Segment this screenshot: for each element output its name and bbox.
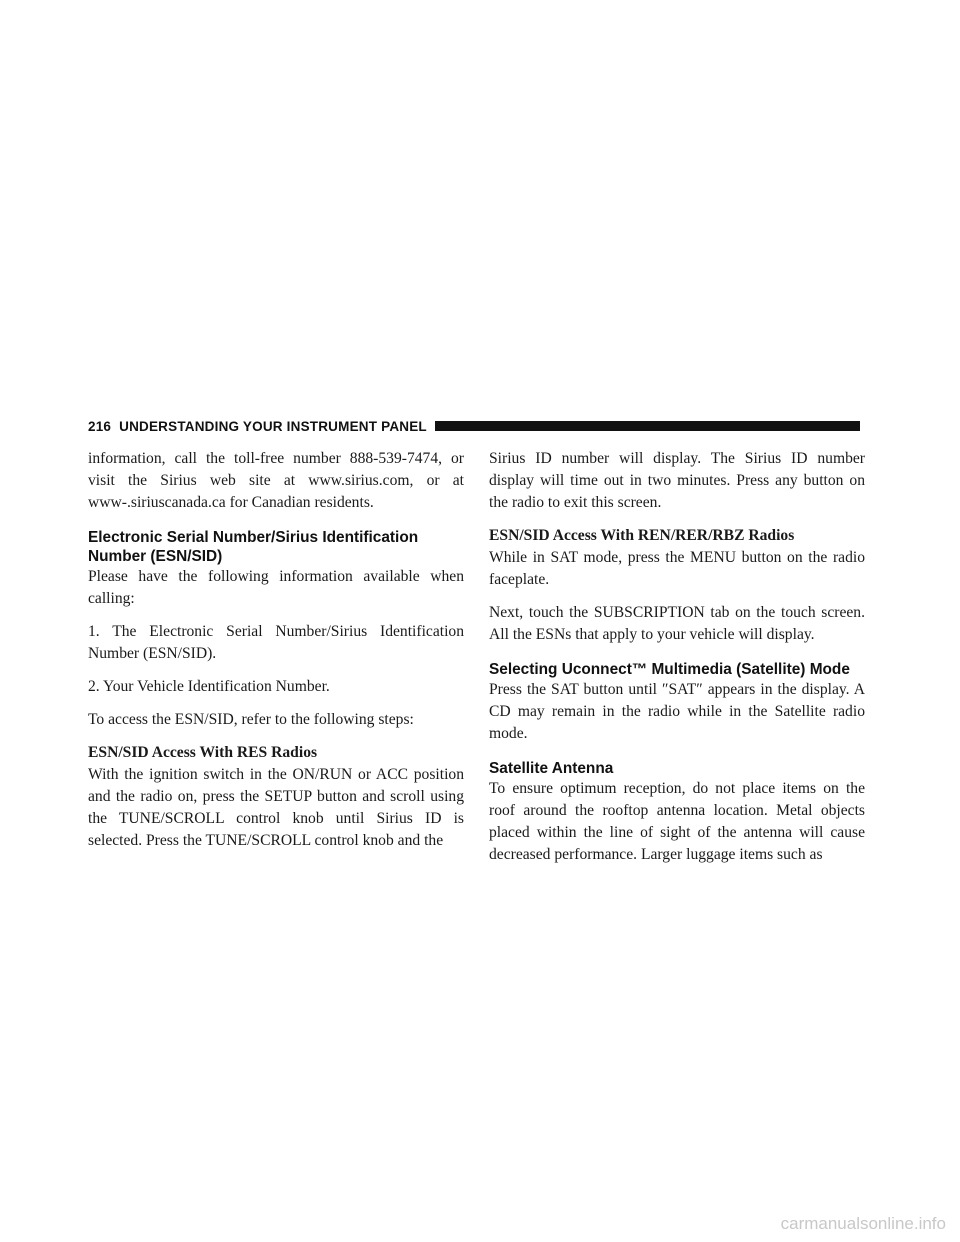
right-column <box>489 448 865 877</box>
subheading-ren-radios: ESN/SID Access With REN/RER/RBZ Radios <box>489 527 795 544</box>
paragraph: Please have the following information available when calling: <box>88 568 464 607</box>
page-header <box>88 418 860 434</box>
page-number: 216 <box>88 418 112 434</box>
heading-uconnect-mode: Selecting Uconnect™ Multimedia (Satellite) Mode <box>489 661 850 678</box>
paragraph: While in SAT mode, press the MENU button on the radio faceplate. <box>489 549 865 588</box>
section-title: UNDERSTANDING YOUR INSTRUMENT PANEL <box>119 418 427 434</box>
list-item: 2. Your Vehicle Identification Number. <box>88 678 330 695</box>
paragraph: Press the SAT button until ″SAT″ appears in the display. A CD may remain in the radio while in the Satellite radio mode. <box>489 681 865 742</box>
paragraph: information, call the toll-free number 888-539-7474, or visit the Sirius web site at www.sirius.com, or at www-.siriuscanada.ca for Canadian residents. <box>88 450 464 511</box>
heading-esn-sid: Electronic Serial Number/Sirius Identification Number (ESN/SID) <box>88 529 419 565</box>
heading-satellite-antenna: Satellite Antenna <box>489 760 614 777</box>
paragraph: Sirius ID number will display. The Sirius ID number display will time out in two minutes. Press any button on the radio to exit this screen. <box>489 450 865 511</box>
subheading-res-radios: ESN/SID Access With RES Radios <box>88 744 318 761</box>
header-rule <box>435 421 860 431</box>
paragraph: Next, touch the SUBSCRIPTION tab on the touch screen. All the ESNs that apply to your vehicle will display. <box>489 604 865 643</box>
watermark-link[interactable]: carmanualsonline.info <box>780 1214 946 1233</box>
list-item: 1. The Electronic Serial Number/Sirius Identification Number (ESN/SID). <box>88 623 464 662</box>
paragraph: With the ignition switch in the ON/RUN or ACC position and the radio on, press the SETUP button and scroll using the TUNE/SCROLL control knob until Sirius ID is selected. Press the TUNE/SCROLL control knob and the <box>88 766 464 849</box>
left-column <box>88 448 464 863</box>
paragraph: To access the ESN/SID, refer to the following steps: <box>88 711 414 728</box>
paragraph: To ensure optimum reception, do not place items on the roof around the rooftop antenna location. Metal objects placed within the line of sight of the antenna will cause decreased performance. Larger luggage items such as <box>489 780 865 863</box>
